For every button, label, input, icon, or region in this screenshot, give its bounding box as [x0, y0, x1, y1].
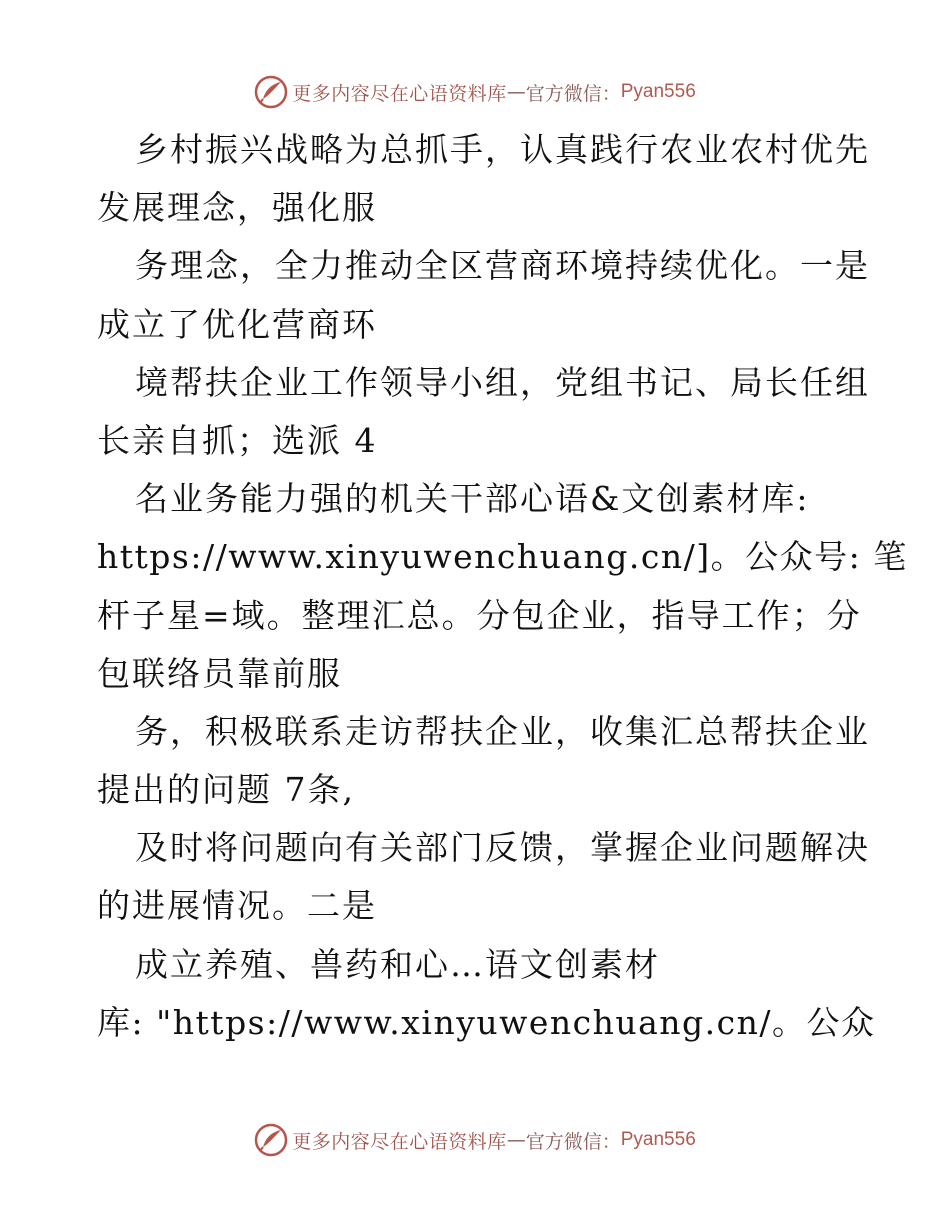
watermark-brand: 更多内容尽在心语资料库	[292, 1130, 507, 1153]
body-line: 包联络员靠前服	[97, 653, 342, 693]
header-watermark	[0, 72, 950, 112]
quill-logo-icon	[254, 75, 288, 109]
watermark-separator: —	[506, 1129, 526, 1151]
watermark-brand: 更多内容尽在心语资料库	[292, 82, 507, 105]
watermark-wechat-label: 官方微信：	[525, 82, 621, 105]
body-line: 杆子星=域。整理汇总。分包企业，指导工作；分	[97, 595, 862, 635]
quill-logo-icon	[254, 1123, 288, 1157]
document-body	[97, 121, 908, 1052]
body-line: 务，积极联系走访帮扶企业，收集汇总帮扶企业	[135, 711, 870, 751]
watermark-wechat-id: Pyan556	[620, 81, 696, 102]
body-line: 名业务能力强的机关干部心语&文创素材库:	[135, 479, 810, 519]
watermark-wechat-label: 官方微信：	[525, 1130, 621, 1153]
body-line: 成立养殖、兽药和心…语文创素材	[135, 944, 660, 984]
footer-watermark	[0, 1120, 950, 1160]
body-line: 及时将问题向有关部门反馈，掌握企业问题解决	[135, 828, 870, 868]
body-line: 长亲自抓；选派 4	[97, 420, 378, 460]
body-line: 务理念，全力推动全区营商环境持续优化。一是	[135, 246, 870, 286]
body-line: 提出的问题 7条,	[97, 770, 355, 810]
body-line: 发展理念，强化服	[97, 188, 377, 228]
body-line: 库: "https://www.xinyuwenchuang.cn/。公众	[97, 1002, 876, 1042]
body-line: 境帮扶企业工作领导小组，党组书记、局长任组	[135, 362, 870, 402]
body-line: https://www.xinyuwenchuang.cn/]。公众号: 笔	[97, 537, 908, 577]
watermark-wechat-id: Pyan556	[620, 1129, 696, 1150]
body-line: 乡村振兴战略为总抓手，认真践行农业农村优先	[135, 130, 870, 169]
watermark-separator: —	[506, 81, 526, 103]
body-line: 的进展情况。二是	[97, 886, 377, 926]
body-line: 成立了优化营商环	[97, 304, 377, 344]
